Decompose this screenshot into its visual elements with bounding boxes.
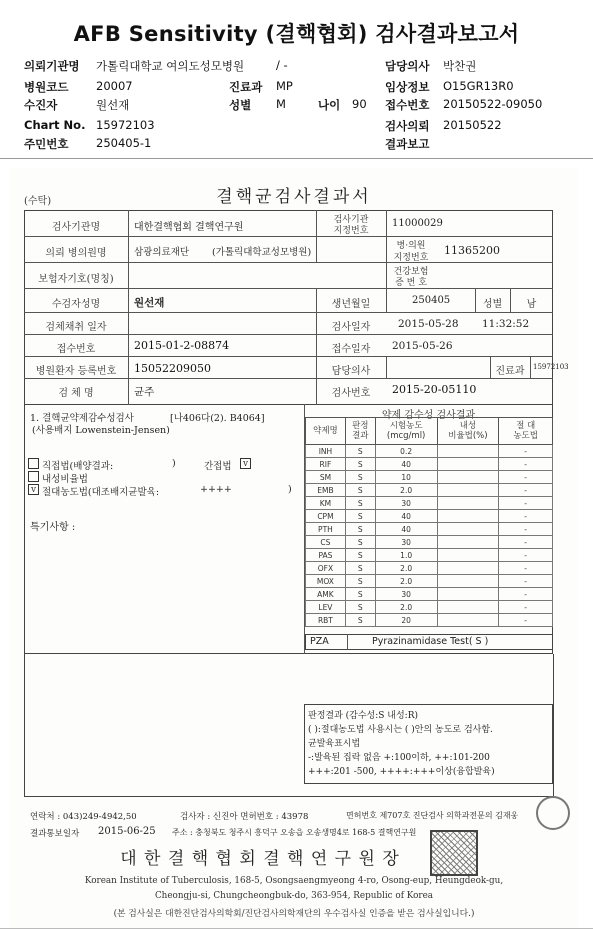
footer-address-kr: 주소 : 충청북도 청주시 흥덕구 오송읍 오송생명4로 168-5 결핵연구원 <box>172 828 417 837</box>
drug-cell-ratio <box>437 458 499 471</box>
value-hospital-code: 20007 <box>96 79 133 93</box>
drug-cell-conc: 40 <box>375 510 437 523</box>
drug-cell-result: S <box>345 549 375 562</box>
inst-label: 검사기관명 <box>51 222 101 233</box>
drug-row <box>306 601 553 614</box>
drug-cell-drug: SM <box>306 471 346 484</box>
hosp-no-label2: 지정번호 <box>393 253 429 263</box>
drug-cell-ratio <box>437 549 499 562</box>
drug-cell-abs: - <box>499 614 553 627</box>
drug-cell-ratio <box>437 471 499 484</box>
susceptibility-table <box>305 417 553 627</box>
legend-line-3: 균발육표시법 <box>308 739 361 749</box>
specimen-value: 균주 <box>134 386 155 398</box>
recv-no-label: 접수번호 <box>56 344 96 355</box>
drug-cell-result: S <box>345 614 375 627</box>
label-department: 진료과 <box>229 80 263 94</box>
label-clinical-info: 임상정보 <box>385 80 430 94</box>
drug-cell-conc: 30 <box>375 497 437 510</box>
drug-row <box>306 536 553 549</box>
value-receipt-no: 20150522-09050 <box>443 97 543 111</box>
drug-cell-conc: 10 <box>375 471 437 484</box>
hosp-label: 의뢰 병의원명 <box>45 248 107 259</box>
label-sex: 성별 <box>229 98 252 112</box>
indirect-checkbox: v <box>240 458 251 469</box>
drug-cell-result: S <box>345 510 375 523</box>
label-resident-no: 주민번호 <box>24 137 69 151</box>
drug-row <box>306 484 553 497</box>
drug-cell-abs: - <box>499 588 553 601</box>
drug-cell-ratio <box>437 588 499 601</box>
footer-date-value: 2015-06-25 <box>98 826 156 837</box>
drug-cell-conc: 40 <box>375 458 437 471</box>
label-doctor: 담당의사 <box>385 59 430 73</box>
drug-cell-conc: 40 <box>375 523 437 536</box>
drug-row <box>306 588 553 601</box>
label-report-date: 결과보고 <box>385 137 430 151</box>
ratio-checkbox <box>28 471 39 482</box>
drug-row <box>306 510 553 523</box>
pza-value: Pyrazinamidase Test( S ) <box>372 636 489 647</box>
drug-cell-abs: - <box>499 601 553 614</box>
drug-cell-drug: EMB <box>306 484 346 497</box>
report-title: AFB Sensitivity (결핵협회) 검사결과보고서 <box>73 22 520 46</box>
hosp-value: 삼광의료재단 <box>134 247 190 258</box>
test-time-value: 11:32:52 <box>482 318 530 330</box>
method-title: 1. 결핵균약제감수성검사 <box>30 413 134 424</box>
drug-cell-abs: - <box>499 471 553 484</box>
drug-row <box>306 497 553 510</box>
drug-cell-ratio <box>437 510 499 523</box>
drug-cell-ratio <box>437 601 499 614</box>
drug-row <box>306 445 553 458</box>
drug-cell-drug: LEV <box>306 601 346 614</box>
hosp-no-value: 11365200 <box>444 244 500 257</box>
drug-cell-conc: 30 <box>375 536 437 549</box>
hosp-no-label1: 병·의원 <box>396 241 426 251</box>
drug-cell-abs: - <box>499 562 553 575</box>
direct-checkbox <box>28 458 39 469</box>
reg-no-label: 병원환자 등록번호 <box>35 366 117 377</box>
drug-cell-abs: - <box>499 523 553 536</box>
label-request-date: 검사의뢰 <box>385 119 430 133</box>
birth-value: 250405 <box>412 295 451 306</box>
footer-address-en-2: Cheongju-si, Chungcheongbuk-do, 363-954, Republic of Korea <box>154 891 434 901</box>
drug-cell-drug: PAS <box>306 549 346 562</box>
value-age: 90 <box>352 97 367 111</box>
scan-title: 결핵균검사결과서 <box>216 187 372 207</box>
drug-cell-conc: 1.0 <box>375 549 437 562</box>
recv-date-value: 2015-05-26 <box>392 340 453 352</box>
recv-no-value: 2015-01-2-08874 <box>134 339 230 352</box>
drug-cell-drug: CPM <box>306 510 346 523</box>
footer-contact: 연락처 : 043)249-4942,50 <box>30 812 137 822</box>
notes-label: 특기사항 : <box>30 522 76 533</box>
value-request-date: 20150522 <box>443 118 502 132</box>
label-chart-no: Chart No. <box>24 118 86 132</box>
legend-line-5: +++:201 -500, ++++:+++이상(융합발육) <box>308 767 495 777</box>
inst-value: 대한결핵협회 결핵연구원 <box>134 222 244 233</box>
drug-row <box>306 471 553 484</box>
drug-cell-result: S <box>345 575 375 588</box>
bottom-divider <box>0 928 593 929</box>
doctor-label: 담당의사 <box>331 366 371 377</box>
header-divider <box>0 158 593 159</box>
official-seal <box>430 830 478 876</box>
patient-label: 수검자성명 <box>51 299 101 310</box>
drug-row <box>306 614 553 627</box>
label-patient: 수진자 <box>24 98 58 112</box>
patient-value: 원선재 <box>134 297 165 309</box>
drug-cell-ratio <box>437 445 499 458</box>
pza-label: PZA <box>310 636 329 647</box>
drug-cell-abs: - <box>499 445 553 458</box>
drug-cell-conc: 20 <box>375 614 437 627</box>
drug-cell-conc: 2.0 <box>375 562 437 575</box>
direct-label: 직접법(배양결과: <box>42 461 114 472</box>
drug-cell-drug: INH <box>306 445 346 458</box>
drug-cell-abs: - <box>499 536 553 549</box>
drug-cell-drug: RIF <box>306 458 346 471</box>
drug-cell-result: S <box>345 562 375 575</box>
collect-date-label: 검체채취 일자 <box>45 322 107 333</box>
value-clinical-info: O15GR13R0 <box>443 79 514 93</box>
col-ratio: 내성 비율법(%) <box>437 418 499 445</box>
test-no-value: 2015-20-05110 <box>392 383 477 396</box>
drug-cell-result: S <box>345 601 375 614</box>
method-code: [나406다(2). B4064] <box>170 413 265 424</box>
value-dept-dash: / - <box>276 58 288 72</box>
footer-tester: 검사자 : 신진아 면허번호 : 43978 <box>180 812 309 822</box>
value-department: MP <box>276 79 293 93</box>
drug-cell-ratio <box>437 523 499 536</box>
drug-cell-drug: KM <box>306 497 346 510</box>
label-age: 나이 <box>318 98 341 112</box>
drug-cell-abs: - <box>499 458 553 471</box>
drug-cell-abs: - <box>499 484 553 497</box>
drug-cell-conc: 30 <box>375 588 437 601</box>
birth-label: 생년월일 <box>331 299 371 310</box>
value-doctor: 박찬권 <box>443 59 477 73</box>
drug-cell-abs: - <box>499 575 553 588</box>
drug-row <box>306 523 553 536</box>
footer-org: 대 한 결 핵 협 회 결 핵 연 구 원 장 <box>120 849 400 869</box>
indirect-label: 간접법 <box>204 461 232 472</box>
scanned-report <box>10 168 578 928</box>
drug-cell-conc: 2.0 <box>375 601 437 614</box>
drug-cell-drug: MOX <box>306 575 346 588</box>
drug-cell-ratio <box>437 614 499 627</box>
drug-cell-drug: AMK <box>306 588 346 601</box>
reg-no-value: 15052209050 <box>134 362 211 375</box>
dept-label: 진료과 <box>495 366 525 377</box>
test-date-value: 2015-05-28 <box>398 318 459 330</box>
absolute-close: ) <box>288 484 292 495</box>
medium-text: (사용배지 Lowenstein-Jensen) <box>32 425 170 436</box>
drug-row <box>306 458 553 471</box>
drug-cell-result: S <box>345 497 375 510</box>
drug-cell-drug: OFX <box>306 562 346 575</box>
recv-date-label: 접수일자 <box>331 344 371 355</box>
absolute-growth: ++++ <box>200 484 232 495</box>
legend-line-4: -:발육된 집락 없음 +:100이하, ++:101-200 <box>308 753 490 763</box>
drug-cell-drug: CS <box>306 536 346 549</box>
drug-row <box>306 562 553 575</box>
drug-cell-result: S <box>345 588 375 601</box>
drug-cell-result: S <box>345 536 375 549</box>
drug-cell-ratio <box>437 497 499 510</box>
consign-label: (수탁) <box>24 196 52 207</box>
drug-cell-result: S <box>345 445 375 458</box>
value-patient: 원선재 <box>96 98 130 112</box>
label-hospital-code: 병원코드 <box>24 80 69 94</box>
drug-cell-abs: - <box>499 497 553 510</box>
drug-row <box>306 549 553 562</box>
footer-license: 면허번호 제707호 진단검사 의학과전문의 김재웅 <box>346 811 519 820</box>
drug-cell-ratio <box>437 575 499 588</box>
value-sex: M <box>276 97 286 111</box>
insurance-label: 보험자기호(명칭) <box>38 274 114 285</box>
drug-cell-result: S <box>345 471 375 484</box>
footer-date-label: 결과통보일자 <box>30 829 80 839</box>
absolute-label: 절대농도법(대조배지균발육: <box>42 487 160 498</box>
col-drug: 약제명 <box>306 418 346 445</box>
inst-no-label1: 검사기관 <box>333 215 369 225</box>
inst-no-value: 11000029 <box>392 218 443 229</box>
specimen-label: 검 체 명 <box>58 388 94 399</box>
sex-label: 성별 <box>482 299 503 310</box>
sex-value: 남 <box>526 299 537 310</box>
label-receipt-no: 접수번호 <box>385 98 430 112</box>
value-chart-no: 15972103 <box>96 118 155 132</box>
drug-cell-conc: 2.0 <box>375 575 437 588</box>
drug-cell-abs: - <box>499 549 553 562</box>
col-absolute: 절 대 농도법 <box>499 418 553 445</box>
drug-cell-ratio <box>437 484 499 497</box>
drug-cell-ratio <box>437 562 499 575</box>
ins-no-label1: 건강보험 <box>393 267 429 277</box>
round-seal <box>536 796 570 830</box>
drug-cell-result: S <box>345 484 375 497</box>
drug-cell-conc: 2.0 <box>375 484 437 497</box>
absolute-checkbox: v <box>28 484 39 495</box>
test-no-label: 검사번호 <box>331 388 371 399</box>
drug-cell-drug: RBT <box>306 614 346 627</box>
ratio-label: 내성비율법 <box>42 474 88 485</box>
hosp-value-2: (가톨릭대학교성모병원) <box>212 247 312 258</box>
legend-line-2: ( ):절대농도법 사용시는 ( )안의 농도로 검사함. <box>308 725 493 735</box>
col-result: 판정 결과 <box>345 418 375 445</box>
legend-line-1: 판정결과 (감수성:S 내성:R) <box>308 711 418 721</box>
drug-cell-abs: - <box>499 510 553 523</box>
drug-cell-drug: PTH <box>306 523 346 536</box>
test-date-label: 검사일자 <box>331 322 371 333</box>
value-resident-no: 250405-1 <box>96 136 152 150</box>
inst-no-label2: 지정번호 <box>333 226 369 236</box>
direct-close: ) <box>172 458 176 469</box>
label-institution: 의뢰기관명 <box>24 59 80 73</box>
footer-notice: (본 검사실은 대한진단검사의학회/진단검사의학재단의 우수검사실 인증을 받은 검사실입니다.) <box>113 909 475 919</box>
drug-row <box>306 575 553 588</box>
ins-no-label2: 증 번 호 <box>395 278 427 288</box>
drug-cell-conc: 0.2 <box>375 445 437 458</box>
dept-value: 15972103 <box>533 363 569 371</box>
drug-cell-ratio <box>437 536 499 549</box>
col-conc: 시험농도 (mcg/ml) <box>375 418 437 445</box>
footer-address-en-1: Korean Institute of Tuberculosis, 168-5, Osongsaengmyeong 4-ro, Osong-eup, Heungdeok-gu, <box>84 876 504 886</box>
susc-header-row <box>306 418 553 445</box>
drug-cell-result: S <box>345 458 375 471</box>
susc-title: 약제 감수성 검사결과 <box>381 410 476 421</box>
value-institution: 가톨릭대학교 여의도성모병원 <box>96 59 245 73</box>
drug-cell-result: S <box>345 523 375 536</box>
